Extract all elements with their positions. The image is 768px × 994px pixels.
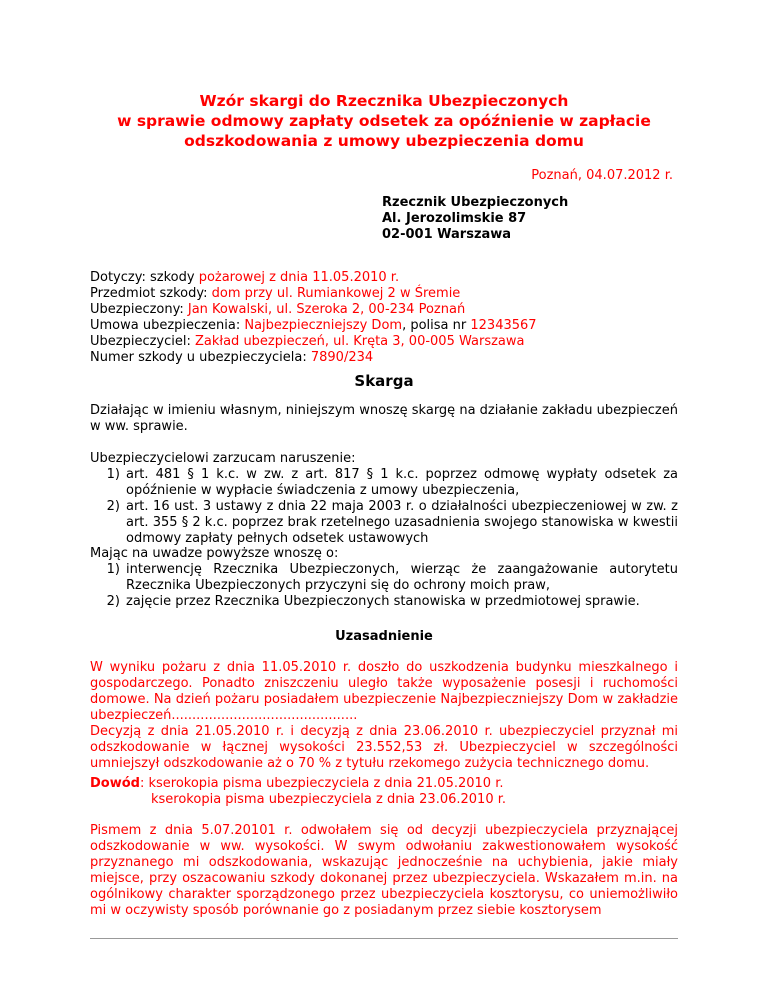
evidence-block: [90, 776, 506, 808]
detail-label: Dotyczy: szkody: [90, 270, 199, 285]
requests-lead: Mając na uwadze powyższe wnoszę o:: [90, 546, 339, 561]
requests-list: [90, 562, 678, 610]
list-item-text: art. 481 § 1 k.c. w zw. z art. 817 § 1 k.c. poprzez odmowę wypłaty odsetek za opóźnienie w wypłacie świadczenia z umowy ubezpieczenia,: [126, 467, 678, 498]
intro-text: Działając w imieniu własnym, niniejszym wnoszę skargę na działanie zakładu ubezpieczeń w ww. sprawie.: [90, 403, 678, 434]
evidence-label: Dowód: [90, 776, 140, 791]
detail-value: 7890/234: [310, 350, 374, 365]
detail-label: Przedmiot szkody:: [90, 286, 212, 301]
list-item: [90, 594, 678, 610]
detail-value: Zakład ubezpieczeń, ul. Kręta 3, 00-005 Warszawa: [195, 334, 525, 349]
title-line-3: odszkodowania z umowy ubezpieczenia domu: [184, 132, 584, 150]
detail-label: Umowa ubezpieczenia:: [90, 318, 245, 333]
detail-label: , polisa nr: [402, 318, 471, 333]
detail-umowa: [90, 318, 537, 334]
list-item-number: 1): [106, 467, 120, 482]
detail-numer-szkody: [90, 350, 537, 366]
evidence-line-1: [90, 776, 506, 792]
justification-text-1: W wyniku pożaru z dnia 11.05.2010 r. doszło do uszkodzenia budynku mieszkalnego i gospodarczego. Ponadto zniszczeniu uległo także wyposażenie posesji i ruchomości domowe. Na dzień pożaru posiadałem ubezpieczenie Najbezpieczniejszy Dom w zakładzie ubezpieczeń.............................................: [90, 660, 678, 723]
detail-label: Ubezpieczyciel:: [90, 334, 195, 349]
title-line-2: w sprawie odmowy zapłaty odsetek za opóźnienie w zapłacie: [117, 112, 651, 130]
list-item-text: interwencję Rzecznika Ubezpieczonych, wierząc że zaangażowanie autorytetu Rzecznika Ubezpieczonych przyczyni się do ochrony moich praw,: [126, 562, 678, 593]
requests-section: [90, 546, 678, 610]
addressee-line-1: Rzecznik Ubezpieczonych: [382, 195, 569, 210]
addressee-line-2: Al. Jerozolimskie 87: [382, 211, 527, 226]
list-item-text: art. 16 ust. 3 ustawy z dnia 22 maja 2003 r. o działalności ubezpieczeniowej w zw. z art. 355 § 2 k.c. poprzez brak rzetelnego uzasadnienia swojego stanowiska w kwestii odmowy zapłaty pełnych odsetek ustawowych: [126, 499, 678, 546]
case-details: [90, 270, 537, 366]
detail-ubezpieczyciel: [90, 334, 537, 350]
detail-label: Numer szkody u ubezpieczyciela:: [90, 350, 311, 365]
detail-value: 12343567: [470, 318, 537, 333]
document-title: [90, 91, 678, 151]
detail-przedmiot: [90, 286, 537, 302]
detail-value: dom przy ul. Rumiankowej 2 w Śremie: [211, 286, 461, 301]
detail-label: Ubezpieczony:: [90, 302, 188, 317]
detail-ubezpieczony: [90, 302, 537, 318]
list-item-number: 2): [106, 594, 120, 609]
justification-text-2: Decyzją z dnia 21.05.2010 r. i decyzją z dnia 23.06.2010 r. ubezpieczyciel przyznał mi odszkodowanie w łącznej wysokości 23.552,53 zł. Ubezpieczyciel w szczególności umniejszył odszkodowanie aż o 70 % z tytułu rzekomego zużycia technicznego domu.: [90, 724, 678, 771]
detail-value: pożarowej z dnia 11.05.2010 r.: [198, 270, 400, 285]
list-item-number: 2): [106, 499, 120, 514]
place-date: Poznań, 04.07.2012 r.: [531, 168, 673, 183]
footer-divider: [90, 938, 678, 939]
detail-dotyczy: [90, 270, 537, 286]
detail-value: Jan Kowalski, ul. Szeroka 2, 00-234 Poznań: [187, 302, 466, 317]
violations-list: [90, 467, 678, 547]
appeal-paragraph: [90, 823, 678, 919]
skarga-heading: Skarga: [354, 372, 414, 390]
evidence-text: : kserokopia pisma ubezpieczyciela z dnia 21.05.2010 r.: [139, 776, 504, 791]
intro-paragraph: [90, 403, 678, 435]
list-item-number: 1): [106, 562, 120, 577]
addressee-block: [382, 195, 568, 243]
evidence-line-2: kserokopia pisma ubezpieczyciela z dnia 23.06.2010 r.: [151, 792, 507, 807]
list-item: [90, 467, 678, 499]
addressee-line-3: 02-001 Warszawa: [382, 227, 512, 242]
detail-value: Najbezpieczniejszy Dom: [244, 318, 403, 333]
violations-lead: Ubezpieczycielowi zarzucam naruszenie:: [90, 451, 356, 466]
list-item: [90, 499, 678, 547]
list-item-text: zajęcie przez Rzecznika Ubezpieczonych stanowiska w przedmiotowej sprawie.: [126, 594, 640, 609]
uzasadnienie-heading: Uzasadnienie: [335, 629, 433, 644]
appeal-text: Pismem z dnia 5.07.20101 r. odwołałem się od decyzji ubezpieczyciela przyznającej odszkodowanie w ww. wysokości. W swym odwołaniu zakwestionowałem wysokość przyznanego mi odszkodowania, wskazując jednocześnie na uchybienia, jakie miały miejsce, przy oszacowaniu szkody dokonanej przez ubezpieczyciela. Wskazałem m.in. na ogólnikowy charakter sporządzonego przez ubezpieczyciela kosztorysu, co uniemożliwiło mi w oczywisty sposób porównanie go z posiadanym przez siebie kosztorysem: [90, 823, 678, 918]
list-item: [90, 562, 678, 594]
title-line-1: Wzór skargi do Rzecznika Ubezpieczonych: [199, 92, 569, 110]
justification-paragraph: [90, 660, 678, 772]
violations-section: [90, 451, 678, 547]
